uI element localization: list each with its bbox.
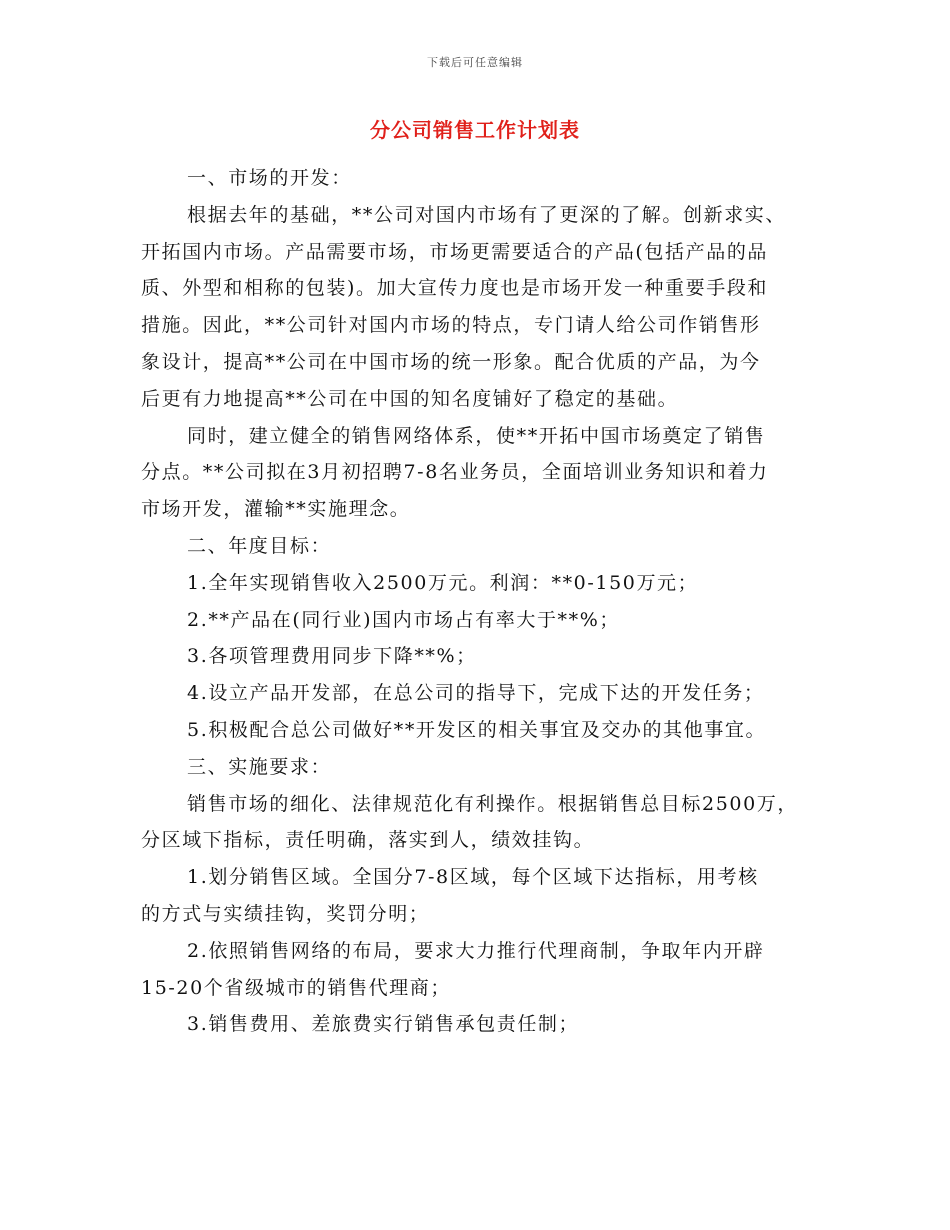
paragraph [141, 933, 821, 1007]
paragraph-line: 根据去年的基础，**公司对国内市场有了更深的了解。创新求实、 [187, 203, 787, 226]
paragraph-line: 象设计，提高**公司在中国市场的统一形象。配合优质的产品，为今 [141, 350, 761, 373]
paragraph-line: 15-20个省级城市的销售代理商； [141, 976, 451, 999]
paragraph-line: 1.全年实现销售收入2500万元。利润：**0-150万元； [187, 571, 699, 594]
paragraph-line: 一、市场的开发： [187, 167, 352, 189]
paragraph-line: 开拓国内市场。产品需要市场，市场更需要适合的产品(包括产品的品 [141, 240, 769, 263]
paragraph [141, 712, 821, 749]
paragraph [141, 859, 821, 933]
paragraph-line: 后更有力地提高**公司在中国的知名度铺好了稳定的基础。 [141, 387, 679, 410]
paragraph [141, 418, 821, 528]
paragraph-line: 3.各项管理费用同步下降**%； [187, 645, 477, 668]
paragraph-line: 措施。因此，**公司针对国内市场的特点，专门请人给公司作销售形 [141, 314, 761, 337]
paragraph-line: 三、实施要求： [187, 755, 332, 778]
paragraph [141, 565, 821, 602]
paragraph-line: 3.销售费用、差旅费实行销售承包责任制； [187, 1013, 580, 1036]
paragraph-line: 销售市场的细化、法律规范化有利操作。根据销售总目标2500万， [187, 792, 798, 815]
paragraph-line: 1.划分销售区域。全国分7-8区域，每个区域下达指标，用考核 [187, 866, 759, 889]
paragraph [141, 1006, 821, 1043]
paragraph-line: 2.依照销售网络的布局，要求大力推行代理商制，争取年内开辟 [187, 939, 765, 962]
paragraph [141, 602, 821, 639]
paragraph [141, 160, 821, 197]
paragraph [141, 749, 821, 786]
paragraph [141, 786, 821, 860]
paragraph [141, 197, 821, 418]
paragraph [141, 528, 821, 565]
document-title: 分公司销售工作计划表 [370, 118, 580, 142]
paragraph-line: 2.**产品在(同行业)国内市场占有率大于**%； [187, 608, 621, 631]
paragraph-line: 市场开发，灌输**实施理念。 [141, 498, 411, 521]
paragraph-line: 5.积极配合总公司做好**开发区的相关事宜及交办的其他事宜。 [187, 718, 767, 741]
paragraph-line: 质、外型和相称的包装)。加大宣传力度也是市场开发一种重要手段和 [141, 277, 769, 300]
paragraph [141, 675, 821, 712]
paragraph-line: 二、年度目标： [187, 534, 332, 557]
paragraph-line: 4.设立产品开发部，在总公司的指导下，完成下达的开发任务； [187, 682, 765, 705]
paragraph [141, 638, 821, 675]
paragraph-line: 分点。**公司拟在3月初招聘7-8名业务员，全面培训业务知识和着力 [141, 461, 769, 484]
paragraph-line: 的方式与实绩挂钩，奖罚分明； [141, 902, 430, 925]
document-body [141, 160, 821, 1043]
paragraph-line: 分区域下指标，责任明确，落实到人，绩效挂钩。 [141, 829, 595, 852]
header-note: 下载后可任意编辑 [427, 56, 523, 69]
paragraph-line: 同时，建立健全的销售网络体系，使**开拓中国市场奠定了销售 [187, 424, 766, 447]
